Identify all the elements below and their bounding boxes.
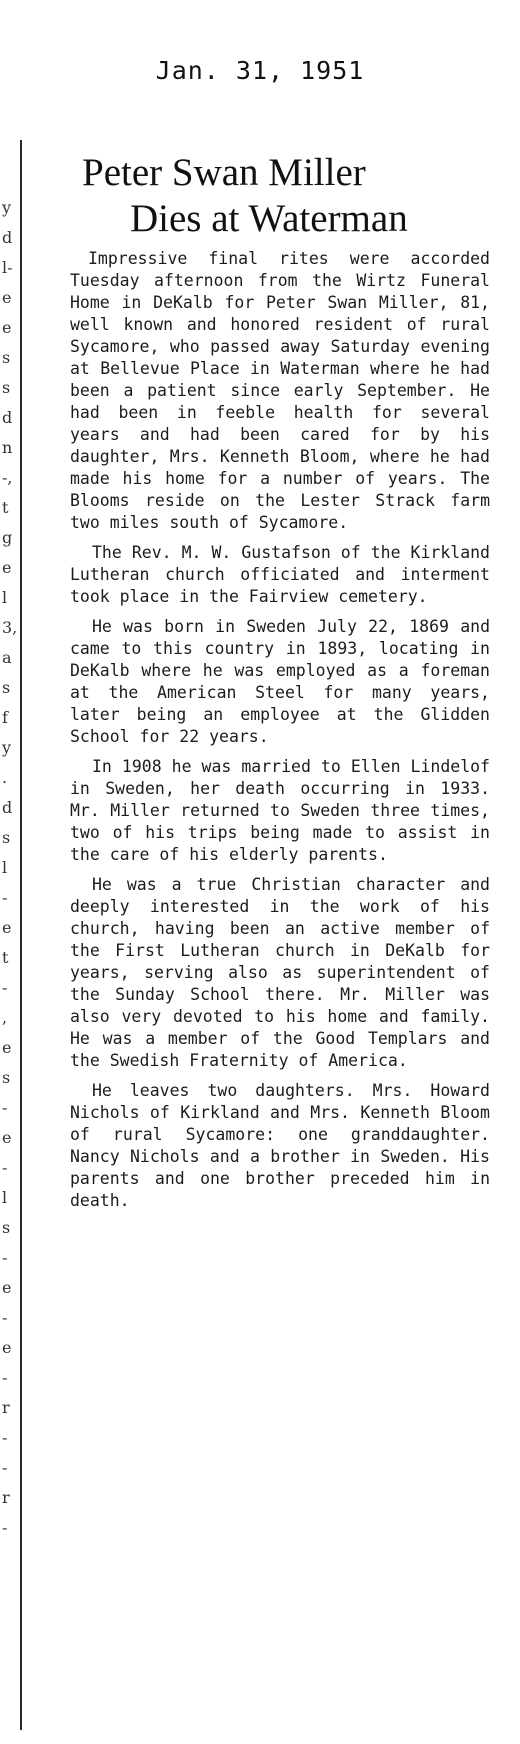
column-fragment: l xyxy=(2,1188,8,1207)
column-fragment: f xyxy=(2,708,8,727)
column-fragment: d xyxy=(2,228,13,247)
column-fragment: r xyxy=(2,1488,10,1507)
column-fragment: e xyxy=(2,318,12,337)
paragraph-officiant: The Rev. M. W. Gustafson of the Kirkland Lutheran church officiated and interment took place in the Fairview cemetery. xyxy=(70,543,490,606)
column-fragment: e xyxy=(2,288,12,307)
paragraph-marriage: In 1908 he was married to Ellen Lindelof in Sweden, her death occurring in 1933. Mr. Miller returned to Sweden three times, two of his trips being made to assist in the care of his elderly parents. xyxy=(70,757,490,864)
column-fragment: t xyxy=(2,948,9,967)
column-fragment: - xyxy=(2,1428,8,1447)
column-fragment: e xyxy=(2,1338,12,1357)
headline xyxy=(70,150,490,242)
column-fragment: - xyxy=(2,1158,8,1177)
paragraph-funeral-rites: Impressive final rites were accorded Tuesday afternoon from the Wirtz Funeral Home in DeKalb for Peter Swan Miller, 81, well known and honored resident of rural Sycamore, who passed away Saturday evening at Bellevue Place in Waterman where he had been a patient since early September. He had been in feeble health for several years and had been cared for by his daughter, Mrs. Kenneth Bloom, where he had made his home for a number of years. The Blooms reside on the Lester Strack farm two miles south of Sycamore. xyxy=(70,249,490,532)
column-fragment: l- xyxy=(2,258,13,277)
column-fragment: e xyxy=(2,918,12,937)
obituary-article xyxy=(70,150,490,1220)
column-fragment: d xyxy=(2,798,13,817)
column-fragment: g xyxy=(2,528,13,547)
column-fragment: l xyxy=(2,588,8,607)
column-fragment: s xyxy=(2,678,11,697)
headline-line-1: Peter Swan Miller xyxy=(82,151,366,194)
column-fragment: e xyxy=(2,1278,12,1297)
column-fragment: t xyxy=(2,498,9,517)
column-fragment: - xyxy=(2,1368,8,1387)
column-fragment: , xyxy=(2,1008,8,1027)
article-body xyxy=(70,248,490,1212)
column-fragment: s xyxy=(2,1218,11,1237)
column-fragment: e xyxy=(2,1128,12,1147)
column-fragment: s xyxy=(2,378,11,397)
column-fragment: s xyxy=(2,828,11,847)
column-fragment: e xyxy=(2,1038,12,1057)
column-fragment: y xyxy=(2,198,12,217)
column-divider xyxy=(20,140,22,1730)
column-fragment: -, xyxy=(2,468,13,487)
column-fragment: - xyxy=(2,1518,8,1537)
column-fragment: - xyxy=(2,1308,8,1327)
paragraph-character: He was a true Christian character and deeply interested in the work of his church, having been an active member of the First Lutheran church in DeKalb for years, serving also as superintendent of the Sunday School there. Mr. Miller was also very devoted to his home and family. He was a member of the Good Templars and the Swedish Fraternity of America. xyxy=(70,875,490,1070)
column-fragment: - xyxy=(2,978,8,997)
column-fragment: - xyxy=(2,1248,8,1267)
column-fragment: r xyxy=(2,1398,10,1417)
paragraph-birth-career: He was born in Sweden July 22, 1869 and came to this country in 1893, locating in DeKalb where he was employed as a foreman at the American Steel for many years, later being an employee at the Glidden School for 22 years. xyxy=(70,617,490,746)
column-fragment: d xyxy=(2,408,13,427)
column-fragment: n xyxy=(2,438,13,457)
column-fragment: l xyxy=(2,858,8,877)
column-fragment: 3, xyxy=(2,618,18,637)
column-fragment: a xyxy=(2,648,12,667)
column-fragment: e xyxy=(2,558,12,577)
column-fragment: y xyxy=(2,738,12,757)
headline-line-2: Dies at Waterman xyxy=(130,197,408,240)
column-fragment: s xyxy=(2,1068,11,1087)
column-fragment: - xyxy=(2,888,8,907)
paragraph-survivors: He leaves two daughters. Mrs. Howard Nichols of Kirkland and Mrs. Kenneth Bloom of rural Sycamore: one granddaughter. Nancy Nichols and a brother in Sweden. His parents and one brother preceded him in death. xyxy=(70,1081,490,1210)
clipping-date: Jan. 31, 1951 xyxy=(155,56,365,85)
column-fragment: . xyxy=(2,768,8,787)
column-fragment: - xyxy=(2,1098,8,1117)
column-fragment: - xyxy=(2,1458,8,1477)
column-fragment: s xyxy=(2,348,11,367)
